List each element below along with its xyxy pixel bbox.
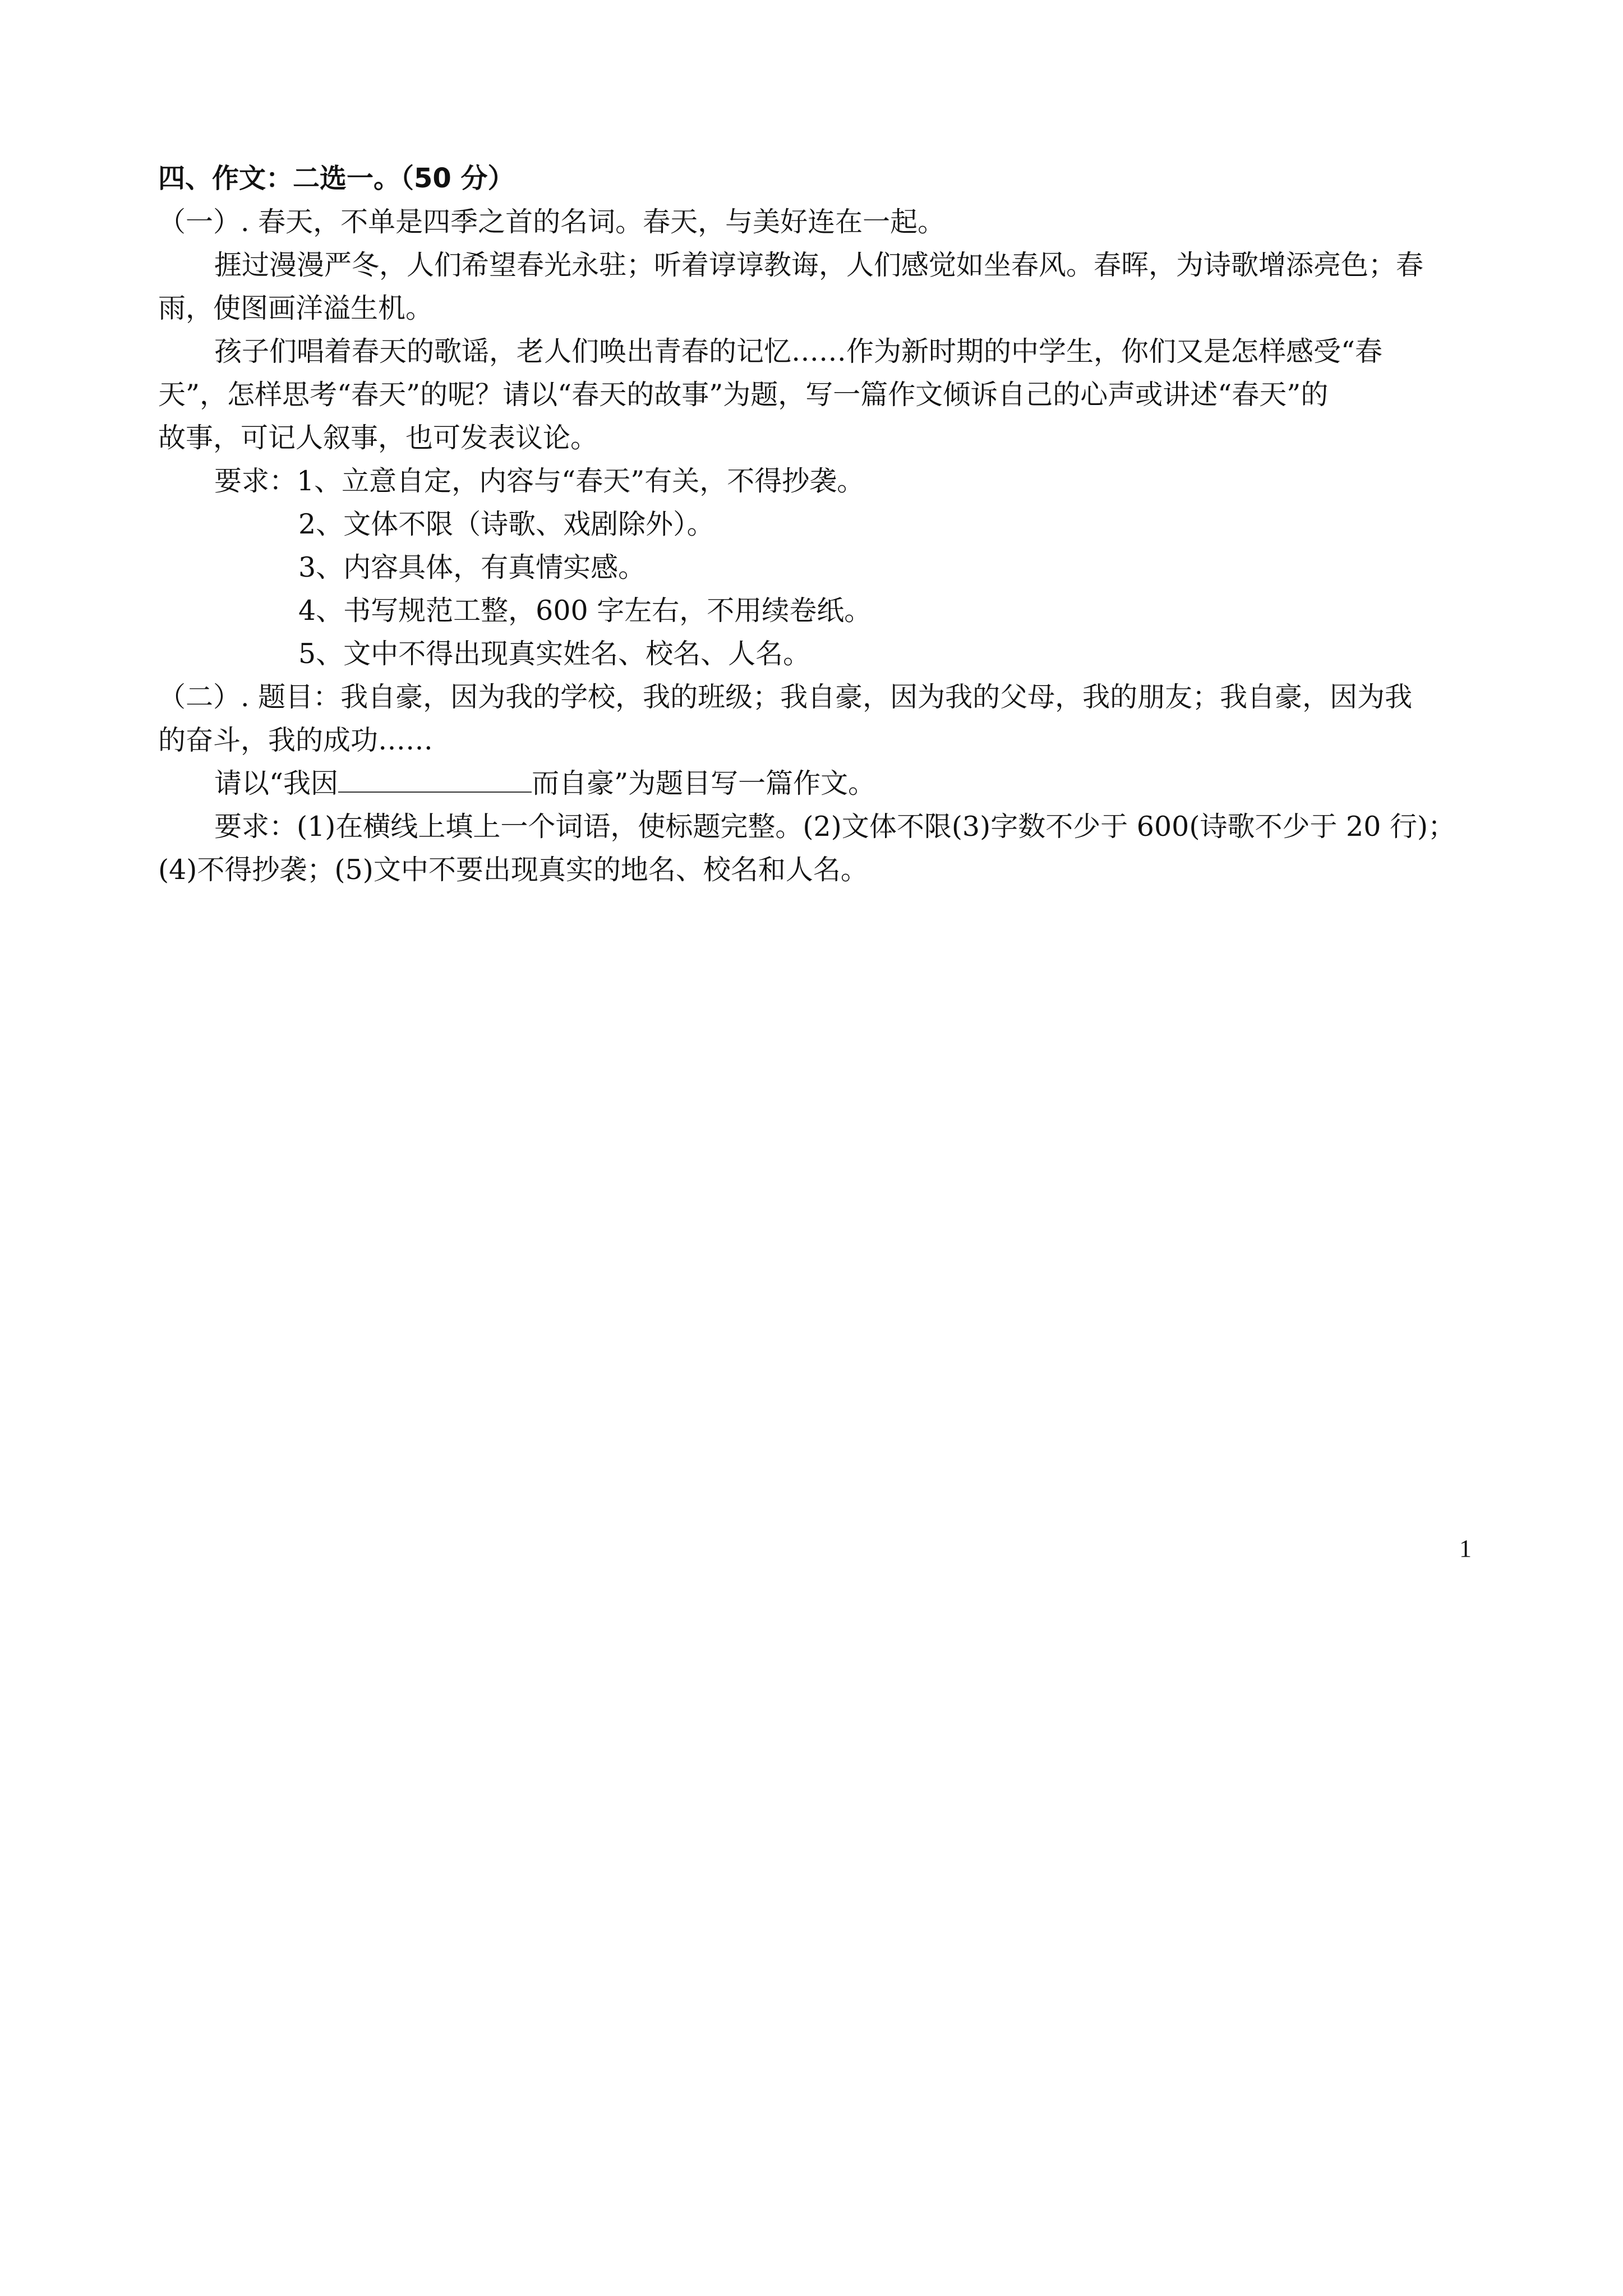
option2-requirements-line2: (4)不得抄袭；(5)文中不要出现真实的地名、校名和人名。 [158, 854, 868, 886]
option1-requirement-2: 2、文体不限（诗歌、戏剧除外）。 [298, 508, 714, 540]
option1-para1-line2: 雨，使图画洋溢生机。 [158, 292, 434, 324]
option2-requirements-line1: 要求：(1)在横线上填上一个词语，使标题完整。(2)文体不限(3)字数不少于 600(诗歌不少于 20 行)； [214, 811, 1456, 843]
option1-intro: （一）. 春天，不单是四季之首的名词。春天，与美好连在一起。 [158, 206, 946, 238]
option2-prompt-after: 而自豪”为题目写一篇作文。 [532, 767, 876, 799]
option2-intro-line2: 的奋斗，我的成功…… [158, 724, 434, 756]
option1-para2-line2: 天”，怎样思考“春天”的呢？请以“春天的故事”为题，写一篇作文倾诉自己的心声或讲述“春天”的 [158, 379, 1329, 411]
option2-prompt [158, 762, 1476, 805]
option1-para2-line3: 故事，可记人叙事，也可发表议论。 [158, 422, 598, 454]
option1-requirement-5: 5、文中不得出现真实姓名、校名、人名。 [298, 638, 811, 670]
page-number: 1 [1459, 1535, 1472, 1562]
option1-requirement-1: 要求：1、立意自定，内容与“春天”有关，不得抄袭。 [214, 465, 865, 497]
option1-para1-line1: 捱过漫漫严冬，人们希望春光永驻；听着谆谆教诲，人们感觉如坐春风。春晖，为诗歌增添亮色；春 [214, 249, 1424, 281]
option1-requirement-3: 3、内容具体，有真情实感。 [298, 551, 646, 583]
option1-requirement-4: 4、书写规范工整，600 字左右，不用续卷纸。 [298, 595, 872, 627]
section-title: 四、作文：二选一。（50 分） [158, 163, 515, 194]
option2-prompt-before: 请以“我因 [214, 767, 339, 799]
option2-intro-line1: （二）. 题目：我自豪，因为我的学校，我的班级；我自豪，因为我的父母，我的朋友；我自豪，因为我 [158, 681, 1413, 713]
document-page [158, 157, 1476, 891]
option1-para2-line1: 孩子们唱着春天的歌谣，老人们唤出青春的记忆……作为新时期的中学生，你们又是怎样感受“春 [214, 335, 1383, 367]
fill-in-blank-line [338, 769, 532, 793]
